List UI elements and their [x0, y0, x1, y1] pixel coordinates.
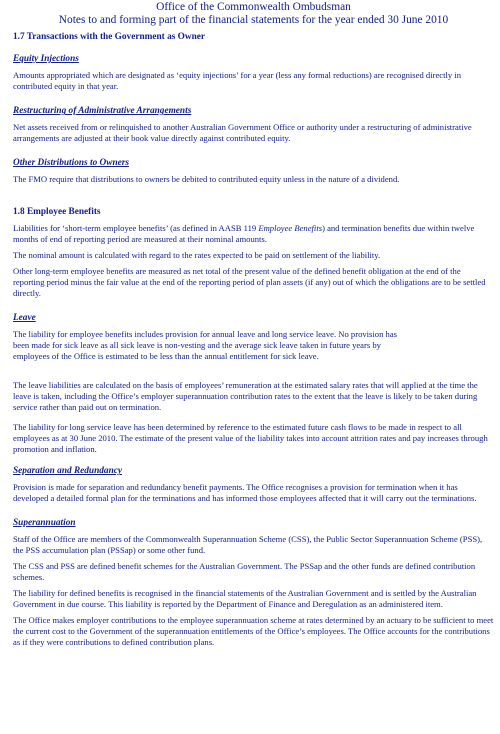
distributions-heading: Other Distributions to Owners [13, 158, 129, 169]
superannuation-paragraph-4: The Office makes employer contributions to the employee superannuation scheme at rates determined by an actuary to be sufficient to meet the current cost to the Government of the superannuation entitlements of the Office’s employees. The Office accounts for the contributions as if they were contributions to defined contribution plans. [13, 615, 494, 648]
employee-benefits-paragraph-3: Other long-term employee benefits are measured as net total of the present value of the defined benefit obligation at the end of the reporting period minus the fair value at the end of the reporting period of plan assets (if any) out of which the obligations are to be settled directly. [13, 266, 486, 299]
header-org-name: Office of the Commonwealth Ombudsman [156, 1, 351, 13]
section-1-7-title: 1.7 Transactions with the Government as Owner [13, 32, 206, 43]
separation-heading: Separation and Redundancy [13, 466, 122, 477]
leave-heading: Leave [13, 313, 36, 324]
superannuation-paragraph-3: The liability for defined benefits is recognised in the financial statements of the Australian Government and is settled by the Australian Government in due course. This liability is reported by the Department of Finance and Deregulation as an administered item. [13, 588, 477, 610]
leave-paragraph-1 [13, 329, 494, 362]
equity-injections-text: Amounts appropriated which are designated as ‘equity injections’ for a year (less any formal reductions) are recognised directly in contributed equity in that year. [13, 70, 461, 92]
employee-benefits-paragraph-2: The nominal amount is calculated with regard to the rates expected to be paid on settlement of the liability. [13, 250, 381, 261]
equity-injections-heading: Equity Injections [13, 54, 79, 65]
superannuation-paragraph-1: Staff of the Office are members of the Commonwealth Superannuation Scheme (CSS), the Public Sector Superannuation Scheme (PSS), the PSS accumulation plan (PSSap) or some other fund. [13, 534, 483, 556]
restructuring-text: Net assets received from or relinquished to another Australian Government Office or authority under a restructuring of administrative arrangements are adjusted at their book value directly against contributed equity. [13, 122, 472, 144]
leave-p1-line-2: been made for sick leave as all sick leave is non-vesting and the average sick leave taken in future years by [13, 340, 381, 351]
distributions-text: The FMO require that distributions to owners be debited to contributed equity unless in the nature of a dividend. [13, 174, 400, 185]
leave-p1-line-1: The liability for employee benefits includes provision for annual leave and long service leave. No provision has [13, 329, 397, 340]
leave-paragraph-2: The leave liabilities are calculated on the basis of employees’ remuneration at the estimated salary rates that will applied at the time the leave is taken, including the Office’s employer superannuation contribution rates to the extent that the leave is likely to be taken during service rather than paid out on termination. [13, 380, 478, 413]
superannuation-paragraph-2: The CSS and PSS are defined benefit schemes for the Australian Government. The PSSap and the other funds are defined contribution schemes. [13, 561, 476, 583]
separation-text: Provision is made for separation and redundancy benefit payments. The Office recognises a provision for termination when it has developed a detailed formal plan for the terminations and has informed those employees affected that it will carry out the terminations. [13, 482, 477, 504]
header-subtitle: Notes to and forming part of the financial statements for the year ended 30 June 2010 [58, 13, 449, 26]
employee-benefits-paragraph-1 [13, 223, 494, 245]
employee-benefits-p1-b: ) and termination benefits due within twelve months of end of reporting period are measured at their nominal amounts. [13, 223, 475, 245]
leave-p1-line-3: employees of the Office is estimated to be less than the annual entitlement for sick leave. [13, 351, 319, 362]
restructuring-heading: Restructuring of Administrative Arrangements [13, 106, 192, 117]
page-header [13, 0, 494, 26]
employee-benefits-p1-em: Employee Benefits [258, 223, 323, 234]
superannuation-heading: Superannuation [13, 518, 76, 529]
employee-benefits-p1-a: Liabilities for ‘short-term employee benefits’ (as defined in AASB 119 [13, 223, 259, 234]
leave-paragraph-3: The liability for long service leave has been determined by reference to the estimated future cash flows to be made in respect to all employees as at 30 June 2010. The estimate of the present value of the liability takes into account attrition rates and pay increases through promotion and inflation. [13, 422, 488, 455]
section-1-8-title: 1.8 Employee Benefits [13, 207, 101, 218]
